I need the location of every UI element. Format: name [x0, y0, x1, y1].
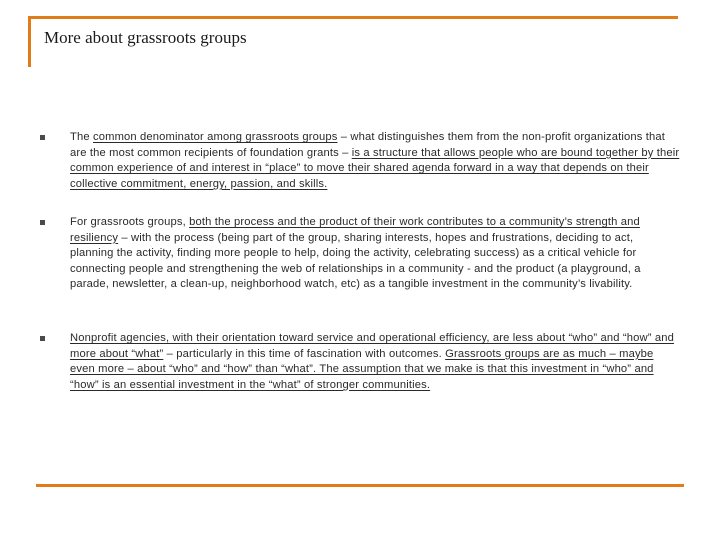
bullet-text — [70, 215, 680, 293]
bullet-text — [70, 130, 680, 192]
underlined-text-run: Grassroots groups are as much – maybe even more – about “who” and “how” than “what”. The assumption that we make is that this investment in “who” and “how” is an essential investment in the “what” of stronger communities. — [70, 347, 654, 391]
title-frame-top-rule — [28, 16, 678, 19]
square-bullet-icon — [40, 336, 45, 341]
underlined-text-run: is a structure that allows people who are bound together by their common experience of and interest in “place” to move their shared agenda forward in a way that depends on their collective commitment, energy, passion, and skills. — [70, 146, 680, 190]
text-run: – particularly in this time of fascination with outcomes. — [163, 347, 446, 360]
text-run: – what distinguishes them from the non-profit organizations that are the most common recipients of foundation grants – — [70, 131, 665, 159]
text-run: For grassroots groups, — [70, 216, 190, 228]
square-bullet-icon — [40, 135, 45, 140]
square-bullet-icon — [40, 220, 45, 225]
slide-title: More about grassroots groups — [44, 28, 247, 47]
text-run: The — [70, 131, 93, 143]
footer-rule — [36, 484, 684, 487]
title-frame-left-rule — [28, 16, 31, 67]
underlined-text-run: common denominator among grassroots groups — [93, 131, 338, 143]
underlined-text-run: both the process and the product of their work contributes to a community’s strength and resiliency — [70, 216, 640, 244]
underlined-text-run: Nonprofit agencies, with their orientation toward service and operational efficiency, are less about “who” and “how” and more about “what” — [70, 332, 675, 360]
bullet-text — [70, 331, 680, 393]
text-run: – with the process (being part of the group, sharing interests, hopes and frustrations, deciding to act, planning the activity, finding more people to help, doing the activity, celebrating success) as a critical vehicle for connecting people and strengthening the web of relationships in a community - and the product (a playground, a parade, newsletter, a clean-up, neighborhood watch, etc) as a tangible investment in the community’s livability. — [70, 231, 641, 291]
